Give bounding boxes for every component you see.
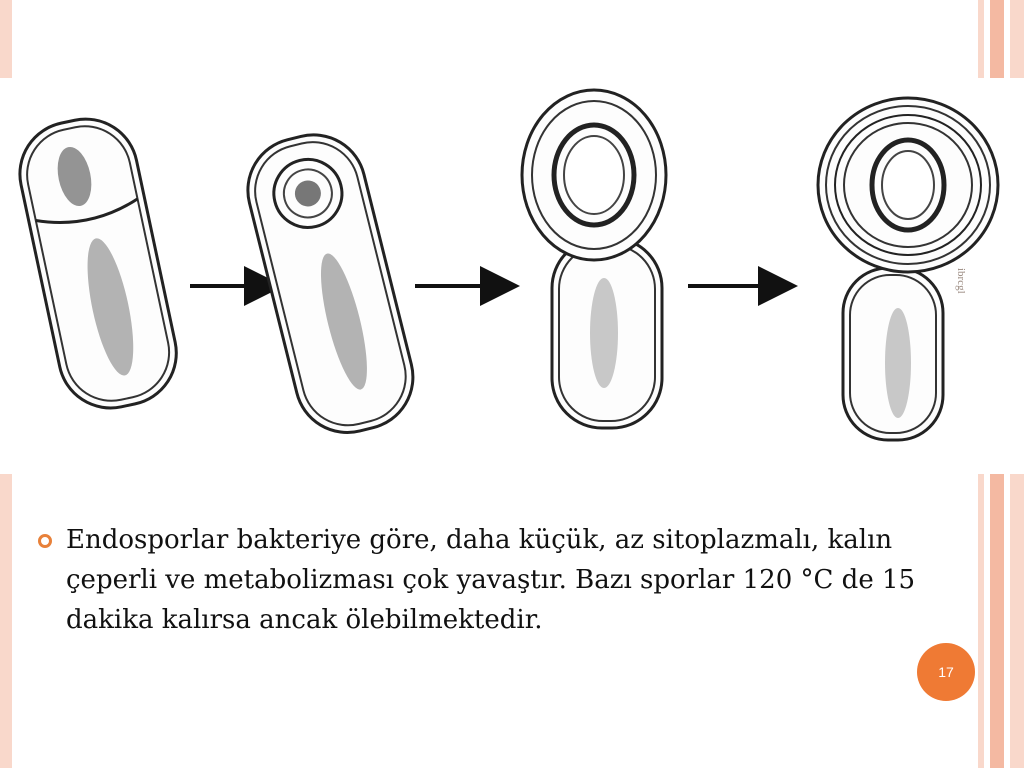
right-stripe-bottom-2: [990, 474, 1004, 768]
bullet-ring-icon: [38, 534, 52, 548]
bacterium-forespore-icon: [10, 109, 186, 417]
right-stripe-bottom-3: [1010, 474, 1024, 768]
mature-endospore-icon: [818, 98, 998, 440]
bacterium-engulfed-spore-icon: [237, 124, 424, 444]
left-stripe-bottom: [0, 474, 12, 768]
page-number-badge: 17: [917, 643, 975, 701]
endospore-formation-figure: [0, 78, 1024, 473]
right-stripe-top-1: [978, 0, 984, 78]
figure-side-note: ibrcgl: [955, 268, 967, 294]
bullet-text: Endosporlar bakteriye göre, daha küçük, az sitoplazmalı, kalın çeperli ve metabolizması çok yavaştır. Bazı sporlar 120 °C de 15 dakika kalırsa ancak ölebilmektedir.: [66, 525, 916, 635]
left-stripe-top: [0, 0, 12, 78]
right-stripe-top-2: [990, 0, 1004, 78]
spore-cortex-formation-icon: [522, 90, 666, 428]
right-stripe-top-3: [1010, 0, 1024, 78]
